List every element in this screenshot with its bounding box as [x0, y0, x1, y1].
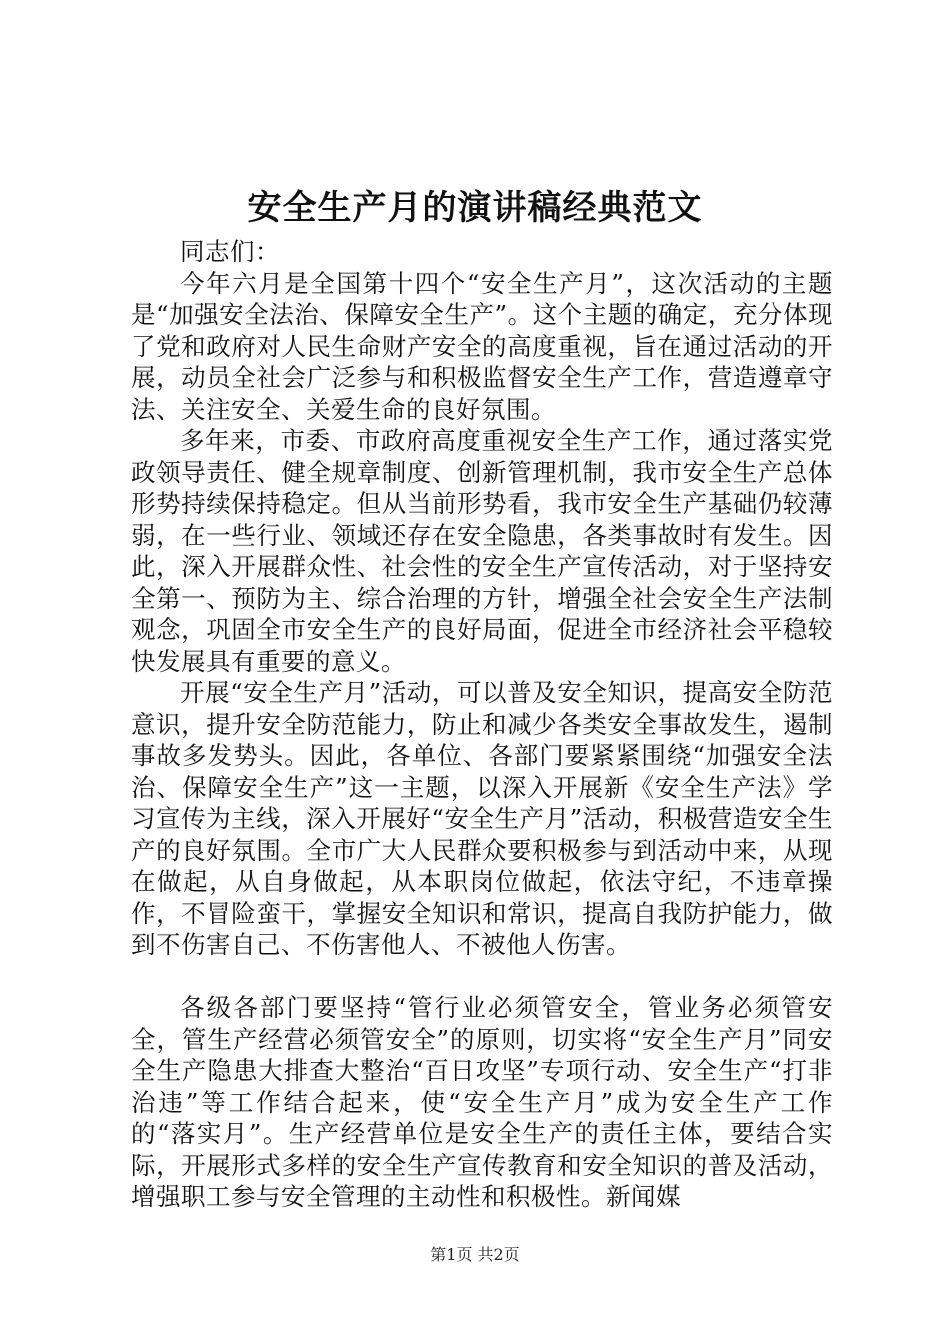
paragraph-2: 多年来，市委、市政府高度重视安全生产工作，通过落实党政领导责任、健全规章制度、创新管理机制，我市安全生产总体形势持续保持稳定。但从当前形势看，我市安全生产基础仍较薄弱，在一些行业、领域还存在安全隐患，各类事故时有发生。因此，深入开展群众性、社会性的安全生产宣传活动，对于坚持安全第一、预防为主、综合治理的方针，增强全社会安全生产法制观念，巩固全市安全生产的良好局面，促进全市经济社会平稳较快发展具有重要的意义。	[131, 426, 833, 676]
paragraph-1: 今年六月是全国第十四个“安全生产月”，这次活动的主题是“加强安全法治、保障安全生产”。这个主题的确定，充分体现了党和政府对人民生命财产安全的高度重视，旨在通过活动的开展，动员全社会广泛参与和积极监督安全生产工作，营造遵章守法、关注安全、关爱生命的良好氛围。	[131, 268, 833, 424]
paragraph-4: 各级各部门要坚持“管行业必须管安全，管业务必须管安全，管生产经营必须管安全”的原则，切实将“安全生产月”同安全生产隐患大排查大整治“百日攻坚”专项行动、安全生产“打非治违”等工作结合起来，使“安全生产月”成为安全生产工作的“落实月”。生产经营单位是安全生产的责任主体，要结合实际，开展形式多样的安全生产宣传教育和安全知识的普及活动，增强职工参与安全管理的主动性和积极性。新闻媒	[131, 993, 833, 1211]
paragraph-3: 开展“安全生产月”活动，可以普及安全知识，提高安全防范意识，提升安全防范能力，防止和减少各类安全事故发生，遏制事故多发势头。因此，各单位、各部门要紧紧围绕“加强安全法治、保障安全生产”这一主题，以深入开展新《安全生产法》学习宣传为主线，深入开展好“安全生产月”活动，积极营造安全生产的良好氛围。全市广大人民群众要积极参与到活动中来，从现在做起，从自身做起，从本职岗位做起，依法守纪，不违章操作，不冒险蛮干，掌握安全知识和常识，提高自我防护能力，做到不伤害自己、不伤害他人、不被他人伤害。	[131, 678, 833, 959]
page-number-footer: 第1页 共2页	[430, 1245, 520, 1264]
document-body	[131, 236, 833, 1213]
salutation: 同志们：	[180, 237, 280, 266]
document-title: 安全生产月的演讲稿经典范文	[247, 188, 703, 228]
